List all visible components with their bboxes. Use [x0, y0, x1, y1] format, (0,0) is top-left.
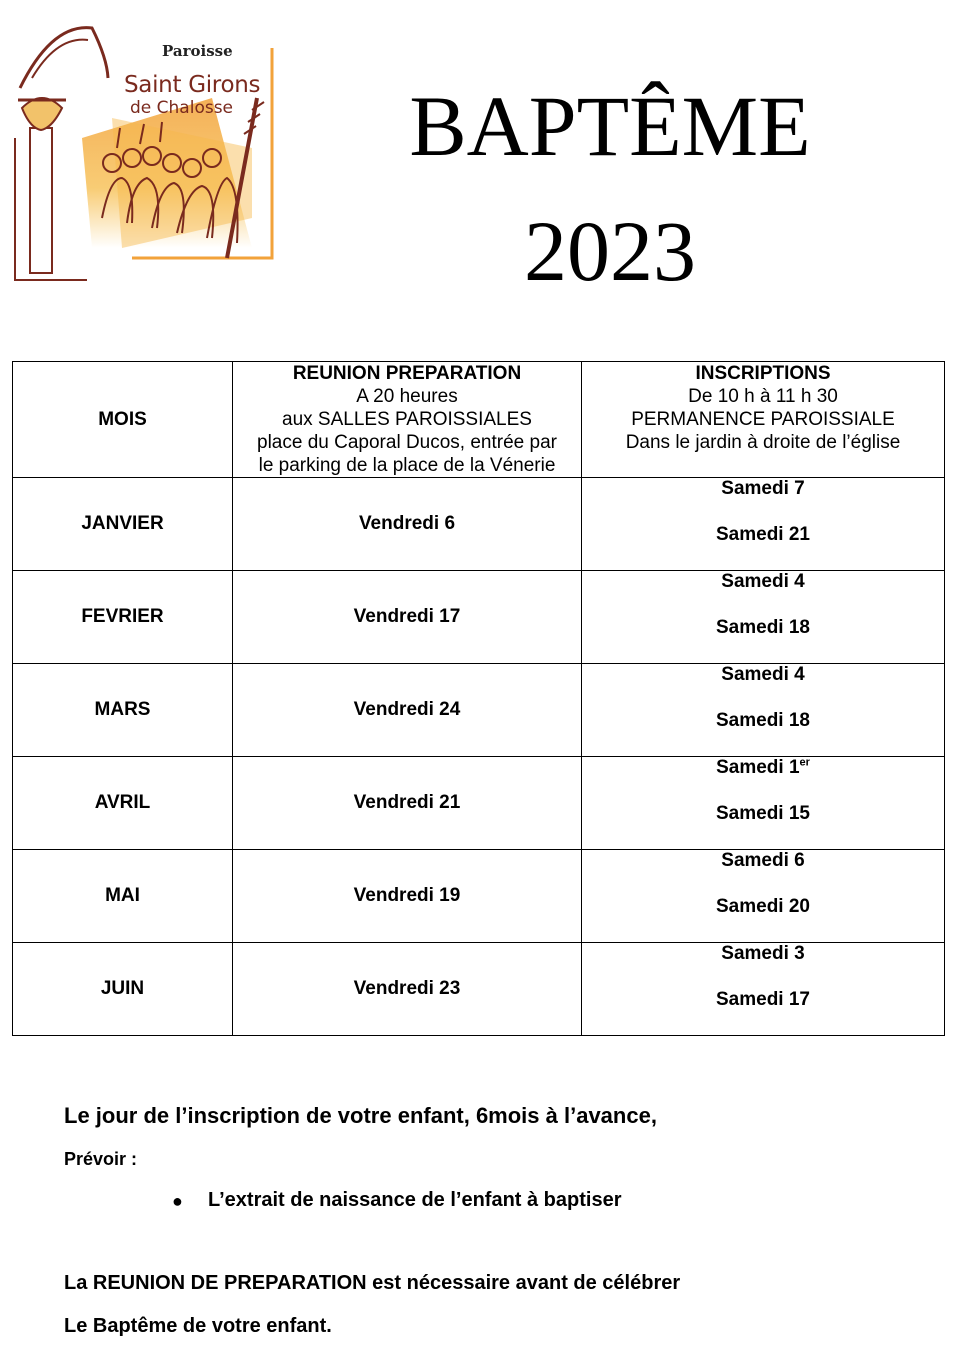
cell-mois: JUIN [13, 943, 233, 1036]
header-inscriptions-title: INSCRIPTIONS [695, 363, 831, 384]
cell-inscriptions [582, 478, 945, 571]
note-prevoir: Prévoir : [64, 1149, 138, 1169]
schedule-table [12, 361, 945, 1036]
bullet-dot-icon: ● [172, 1191, 183, 1211]
bullet-text: L’extrait de naissance de l’enfant à baptiser [208, 1189, 622, 1211]
logo-parish-subtitle: de Chalosse [130, 98, 234, 118]
note-inscription: Le jour de l’inscription de votre enfant, 6mois à l’avance, [64, 1103, 657, 1128]
header-reunion-line: le parking de la place de la Vénerie [258, 455, 556, 476]
page-title-year: 2023 [524, 203, 696, 299]
header-inscriptions-line: Dans le jardin à droite de l’église [625, 432, 901, 453]
cell-inscriptions [582, 664, 945, 757]
logo-paroisse-text: Paroisse [162, 42, 233, 60]
inscription-date: Samedi 20 [716, 896, 810, 917]
inscription-date: Samedi 18 [716, 710, 810, 731]
inscription-date: Samedi 21 [716, 524, 810, 545]
cell-mois: AVRIL [13, 757, 233, 850]
header-mois: MOIS [13, 362, 233, 478]
inscription-date: Samedi 17 [716, 989, 810, 1010]
cell-reunion: Vendredi 6 [233, 478, 582, 571]
inscription-date: Samedi 3 [721, 943, 805, 964]
table-row [13, 664, 945, 757]
cell-mois: FEVRIER [13, 571, 233, 664]
table-header-row [13, 362, 945, 478]
header-inscriptions-line: PERMANENCE PAROISSIALE [631, 409, 895, 430]
table-row [13, 571, 945, 664]
cell-reunion: Vendredi 24 [233, 664, 582, 757]
cell-mois: JANVIER [13, 478, 233, 571]
header-reunion-line: aux SALLES PAROISSIALES [282, 409, 532, 430]
cell-reunion: Vendredi 21 [233, 757, 582, 850]
page-title: BAPTÊME [409, 78, 811, 174]
cell-inscriptions [582, 757, 945, 850]
inscription-date: Samedi 4 [721, 571, 805, 592]
cell-inscriptions [582, 850, 945, 943]
logo-parish-name: Saint Girons [124, 72, 261, 98]
table-row [13, 850, 945, 943]
cell-reunion: Vendredi 19 [233, 850, 582, 943]
cell-reunion: Vendredi 17 [233, 571, 582, 664]
inscription-date: Samedi 18 [716, 617, 810, 638]
table-row [13, 478, 945, 571]
header-inscriptions [582, 362, 945, 478]
inscription-date: Samedi 7 [721, 478, 805, 499]
header-reunion-line: place du Caporal Ducos, entrée par [257, 432, 557, 453]
cell-reunion: Vendredi 23 [233, 943, 582, 1036]
cell-mois: MAI [13, 850, 233, 943]
cell-inscriptions [582, 571, 945, 664]
parish-logo [12, 18, 277, 283]
inscription-date: Samedi 15 [716, 803, 810, 824]
header-inscriptions-line: De 10 h à 11 h 30 [688, 386, 838, 407]
header-reunion [233, 362, 582, 478]
inscription-date [582, 757, 944, 779]
header-reunion-line: A 20 heures [356, 386, 458, 407]
note-reunion-required: La REUNION DE PREPARATION est nécessaire avant de célébrer [64, 1272, 681, 1294]
ordinal-suffix: er [799, 756, 810, 769]
inscription-date: Samedi 6 [721, 850, 805, 871]
table-row [13, 757, 945, 850]
table-row [13, 943, 945, 1036]
inscription-date-text: Samedi 1 [716, 757, 800, 778]
cell-inscriptions [582, 943, 945, 1036]
header-reunion-title: REUNION PREPARATION [292, 363, 522, 384]
cell-mois: MARS [13, 664, 233, 757]
note-bapteme: Le Baptême de votre enfant. [64, 1315, 332, 1337]
parish-logo-illustration [12, 18, 277, 283]
inscription-date: Samedi 4 [721, 664, 805, 685]
